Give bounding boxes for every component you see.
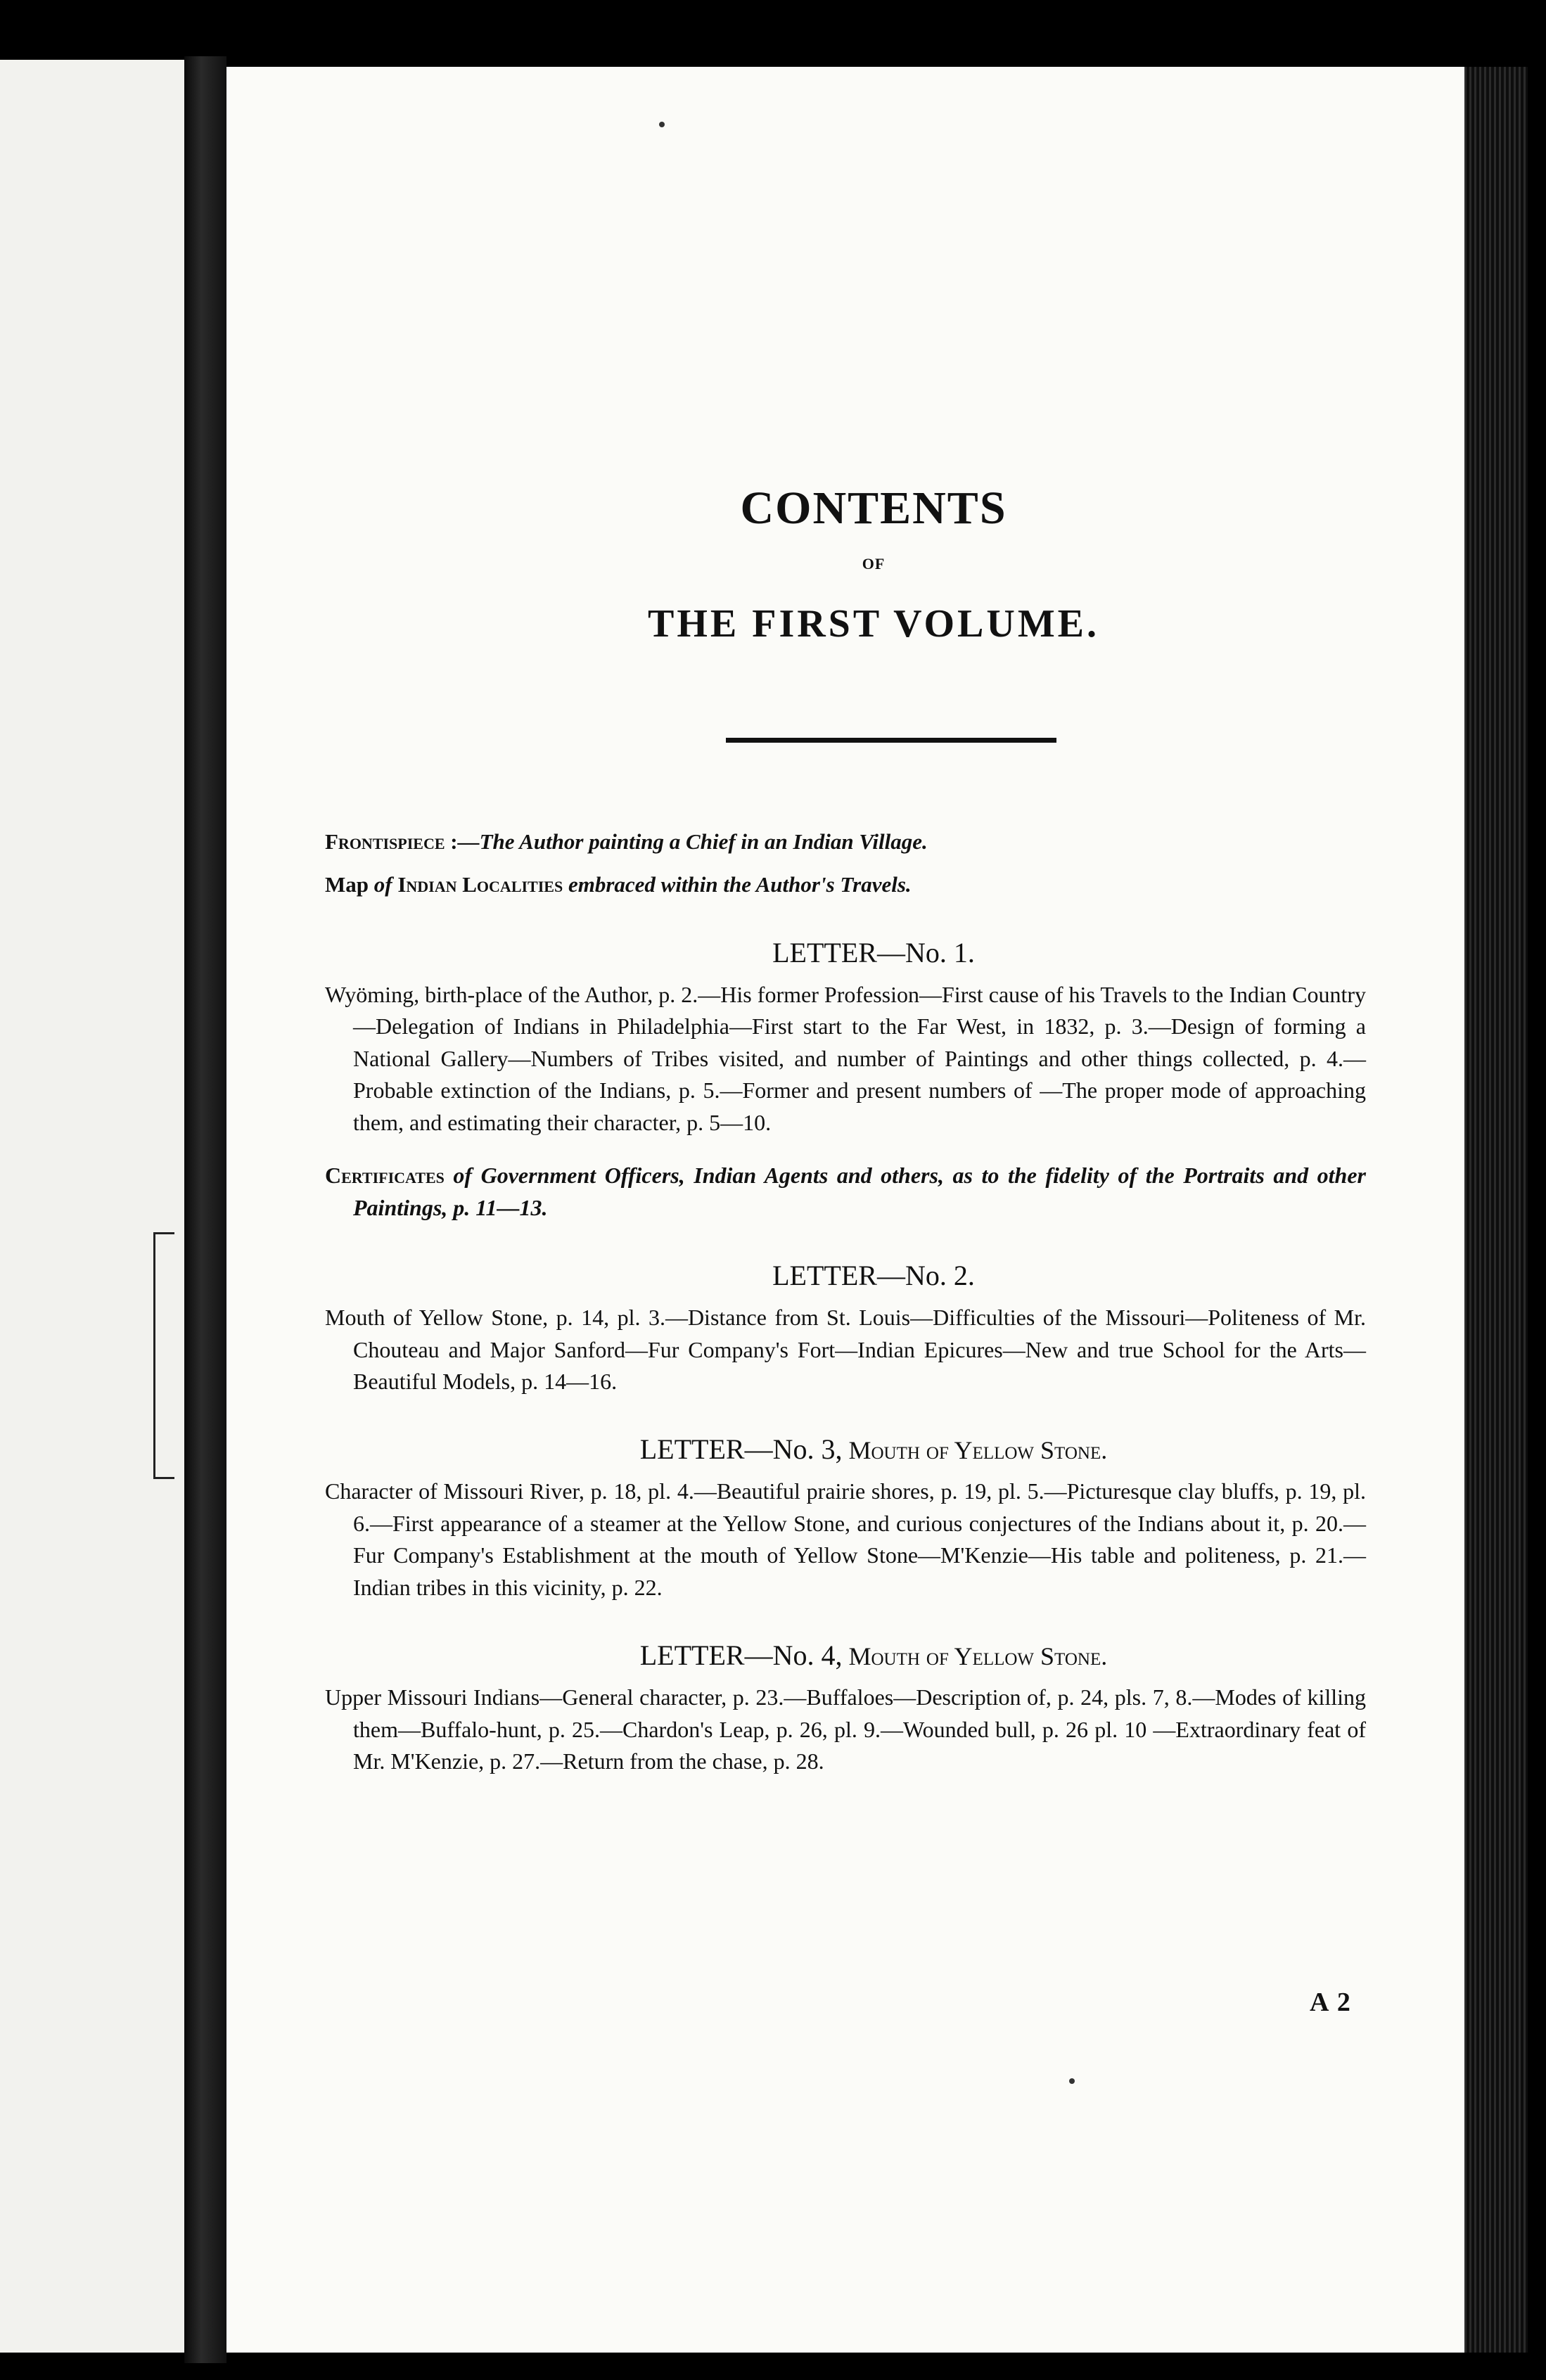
letter-number: LETTER—No. 3,	[639, 1433, 843, 1466]
letter-summary: Wyöming, birth-place of the Author, p. 2.—His former Profession—First cause of his Travels to the Indian Country—Delegation of Indians in Philadelphia—First start to the Far West, in 1832, p. 3.—Design of forming a National Gallery—Numbers of Tribes visited, and number of Paintings and other things collected, p. 4.—Probable extinction of the Indians, p. 5.—Former and present numbers of —The proper mode of approaching them, and estimating their character, p. 5—10.	[325, 982, 1366, 1135]
left-page-edge	[0, 60, 184, 2353]
letter-heading	[325, 1639, 1366, 1672]
speck-mark	[1069, 2078, 1075, 2084]
map-localities: Indian Localities	[397, 871, 563, 897]
frontispiece-label: Frontispiece :	[325, 829, 458, 854]
map-entry	[325, 869, 1366, 902]
map-text: embraced within the Author's Travels.	[568, 871, 912, 897]
volume-title: THE FIRST VOLUME.	[647, 602, 1100, 646]
speck-mark	[659, 122, 665, 127]
letter-summary: Upper Missouri Indians—General character, p. 23.—Buffaloes—Description of, p. 24, pls. 7, 8.—Modes of killing them—Buffalo-hunt, p. 25.—Chardon's Leap, p. 26, pl. 9.—Wounded bull, p. 26 pl. 10 —Extraordinary feat of Mr. M'Kenzie, p. 27.—Return from the chase, p. 28.	[325, 1684, 1366, 1774]
signature-mark: A 2	[1310, 1988, 1352, 2017]
letter-heading	[325, 1433, 1366, 1466]
certificates-entry	[325, 1160, 1366, 1224]
title-connector: OF	[862, 555, 886, 572]
letter-summary: Character of Missouri River, p. 18, pl. 4.—Beautiful prairie shores, p. 19, pl. 5.—Picturesque clay bluffs, p. 19, pl. 6.—First appearance of a steamer at the Yellow Stone, and curious conjectures of the Indians about it, p. 20.—Fur Company's Establishment at the mouth of Yellow Stone—M'Kenzie—His table and politeness, p. 21.—Indian tribes in this vicinity, p. 22.	[325, 1478, 1366, 1600]
frontispiece-text: —The Author painting a Chief in an Indian Village.	[457, 829, 928, 854]
left-page-bracket-top	[153, 1232, 174, 1234]
page-stack-edge	[1464, 67, 1528, 2353]
letter-heading	[325, 1259, 1366, 1292]
certificates-label: Certificates	[325, 1163, 445, 1189]
letter-location: Mouth of Yellow Stone.	[842, 1642, 1108, 1671]
map-label: Map	[325, 871, 369, 897]
contents-body	[325, 482, 1366, 1777]
frontispiece-entry	[325, 826, 1366, 859]
letter-number: LETTER—No. 4,	[639, 1639, 843, 1672]
left-page-bracket-bottom	[153, 1477, 174, 1479]
map-of: of	[373, 871, 392, 897]
letter-number: LETTER—No. 2.	[772, 1260, 975, 1292]
letter-heading	[325, 936, 1366, 969]
certificates-text: of Government Officers, Indian Agents and others, as to the fidelity of the Portraits and other Paintings, p. 11—13.	[353, 1163, 1367, 1220]
letter-number: LETTER—No. 1.	[772, 937, 975, 968]
book-gutter	[184, 56, 226, 2363]
letter-location: Mouth of Yellow Stone.	[842, 1436, 1108, 1465]
contents-page	[226, 67, 1464, 2353]
letter-summary: Mouth of Yellow Stone, p. 14, pl. 3.—Distance from St. Louis—Difficulties of the Missouri—Politeness of Mr. Chouteau and Major Sanford—Fur Company's Fort—Indian Epicures—New and true School for the Arts—Beautiful Models, p. 14—16.	[325, 1305, 1366, 1394]
page-title: CONTENTS	[740, 482, 1007, 534]
title-rule	[726, 738, 1056, 743]
left-page-bracket-mark	[153, 1232, 155, 1478]
